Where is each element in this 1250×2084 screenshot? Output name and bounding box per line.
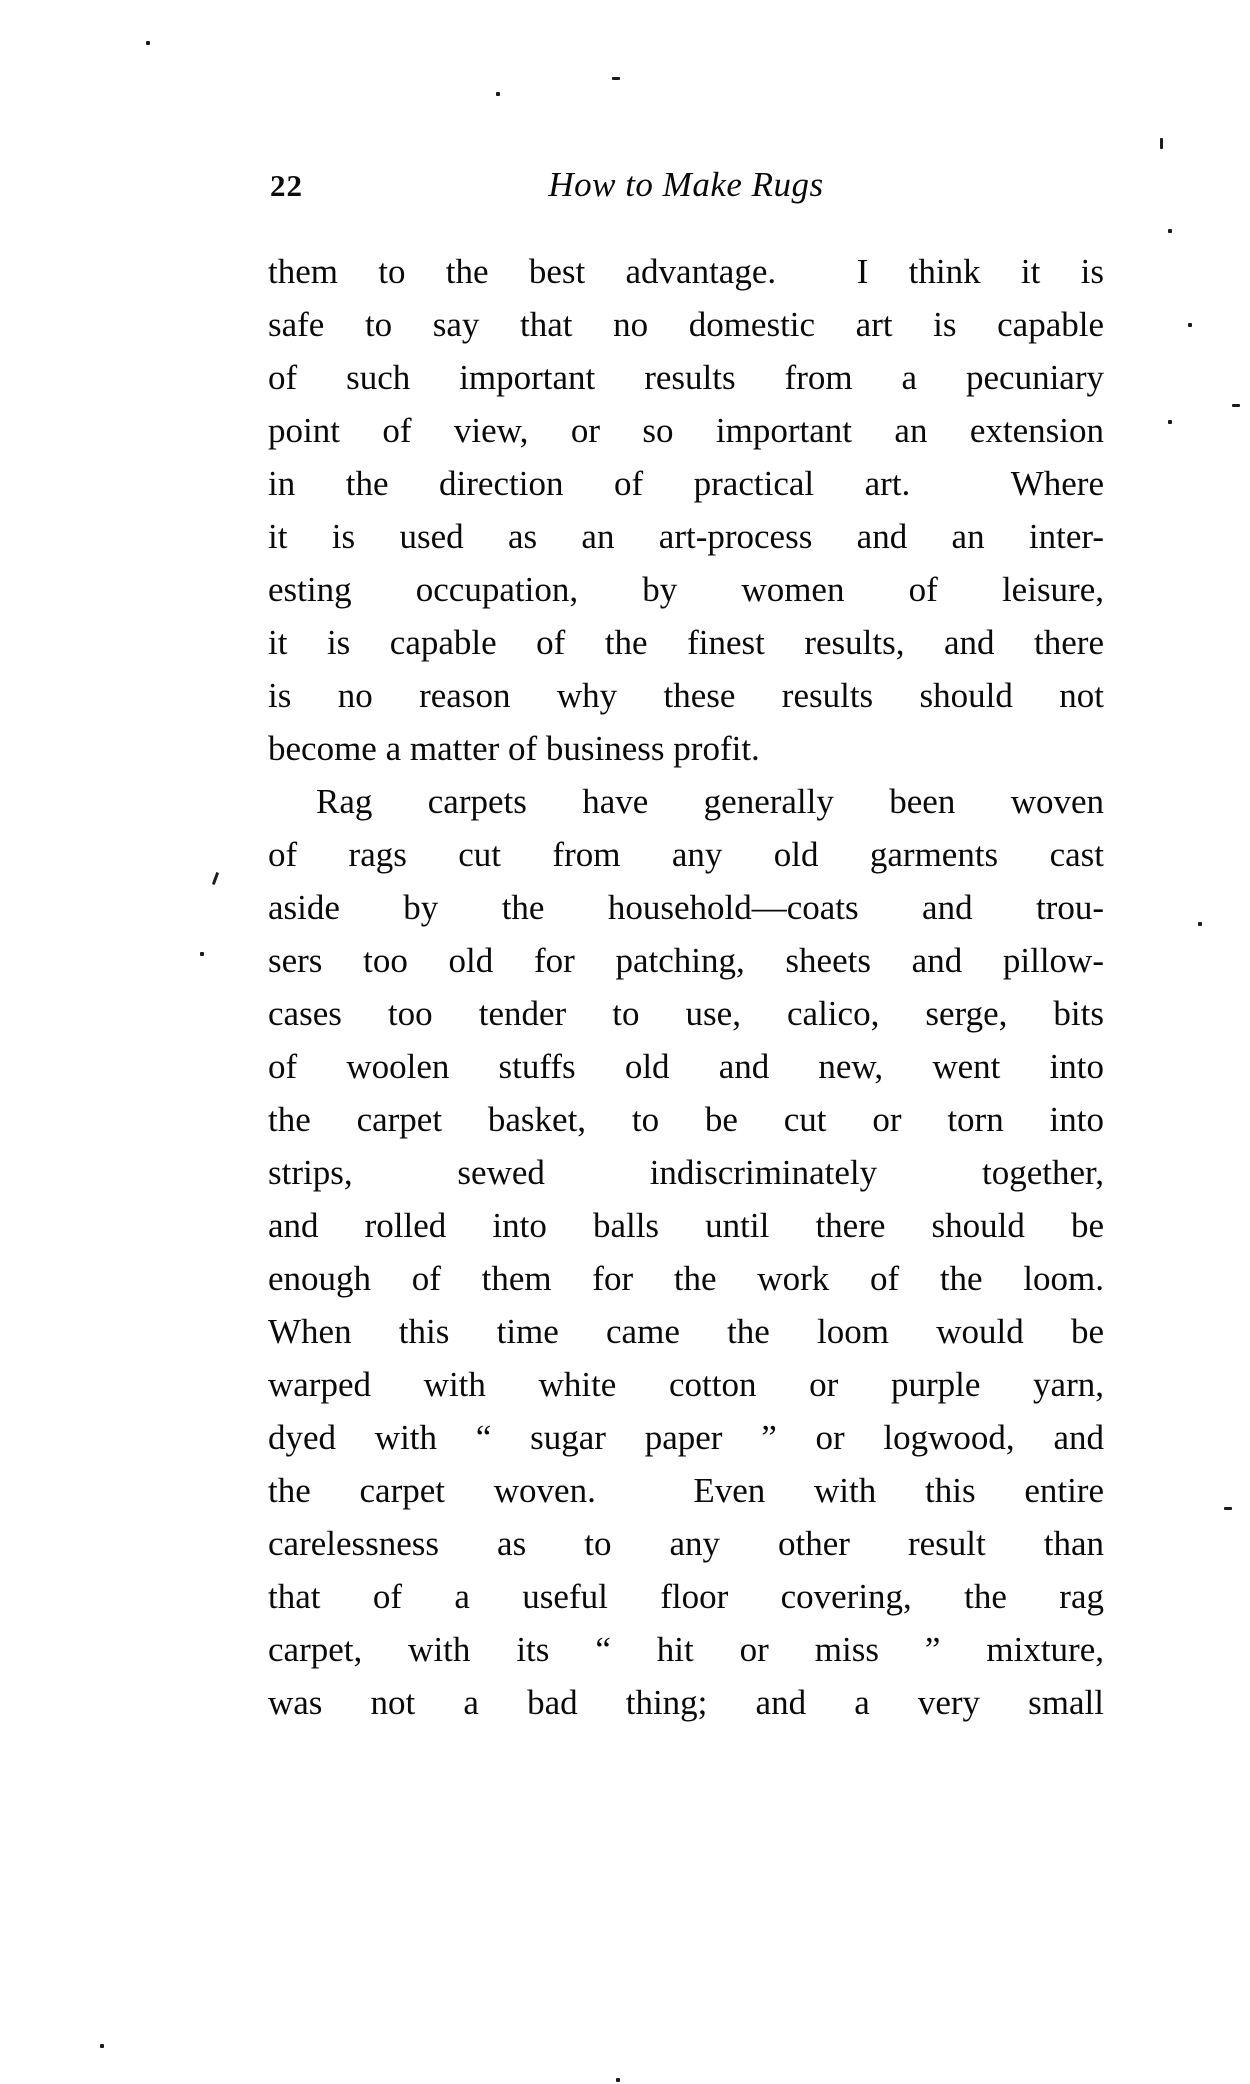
body-line: of rags cut from any old garments cast: [268, 835, 1104, 874]
body-line: become a matter of business profit.: [268, 729, 760, 768]
scan-speck: [1168, 229, 1172, 233]
body-line: it is capable of the finest results, and there: [268, 623, 1104, 662]
body-line: dyed with “ sugar paper ” or logwood, and: [268, 1418, 1104, 1457]
scan-speck: [1188, 323, 1192, 327]
text-block: [268, 160, 1104, 1729]
body-line: that of a useful floor covering, the rag: [268, 1577, 1104, 1616]
body-line: and rolled into balls until there should be: [268, 1206, 1104, 1245]
scan-speck: [1224, 1507, 1232, 1510]
running-head: [268, 160, 1104, 210]
scan-speck: [200, 952, 204, 956]
scan-speck: [1168, 420, 1172, 424]
scan-speck: [612, 77, 620, 80]
body-line: is no reason why these results should not: [268, 676, 1104, 715]
body-line: of such important results from a pecuniary: [268, 358, 1104, 397]
running-title: How to Make Rugs: [548, 165, 824, 204]
scan-speck: [1232, 404, 1240, 407]
body-line: carelessness as to any other result than: [268, 1524, 1104, 1563]
scan-speck: [1198, 922, 1202, 926]
body-line: esting occupation, by women of leisure,: [268, 570, 1104, 609]
scan-speck: [212, 872, 219, 885]
body-line: carpet, with its “ hit or miss ” mixture,: [268, 1630, 1104, 1669]
body-text: [268, 245, 1104, 1729]
paragraph: [268, 775, 1104, 1729]
body-line: it is used as an art-process and an inter-: [268, 517, 1104, 556]
scan-speck: [146, 41, 150, 45]
body-line: the carpet basket, to be cut or torn into: [268, 1100, 1104, 1139]
paragraph: [268, 245, 1104, 775]
body-line: sers too old for patching, sheets and pillow-: [268, 941, 1104, 980]
body-line: them to the best advantage. I think it is: [268, 252, 1104, 291]
scan-speck: [616, 2078, 620, 2082]
body-line: was not a bad thing; and a very small: [268, 1683, 1104, 1722]
body-line: aside by the household—coats and trou-: [268, 888, 1104, 927]
page-number: 22: [270, 168, 303, 203]
body-line: enough of them for the work of the loom.: [268, 1259, 1104, 1298]
body-line: the carpet woven. Even with this entire: [268, 1471, 1104, 1510]
body-line: of woolen stuffs old and new, went into: [268, 1047, 1104, 1086]
body-line: in the direction of practical art. Where: [268, 464, 1104, 503]
scan-speck: [1160, 138, 1163, 149]
scan-speck: [100, 2044, 104, 2048]
body-line: warped with white cotton or purple yarn,: [268, 1365, 1104, 1404]
body-line: point of view, or so important an extension: [268, 411, 1104, 450]
body-line: Rag carpets have generally been woven: [316, 782, 1104, 821]
body-line: When this time came the loom would be: [268, 1312, 1104, 1351]
body-line: cases too tender to use, calico, serge, bits: [268, 994, 1104, 1033]
body-line: strips, sewed indiscriminately together,: [268, 1153, 1104, 1192]
body-line: safe to say that no domestic art is capable: [268, 305, 1104, 344]
scan-speck: [496, 92, 500, 96]
